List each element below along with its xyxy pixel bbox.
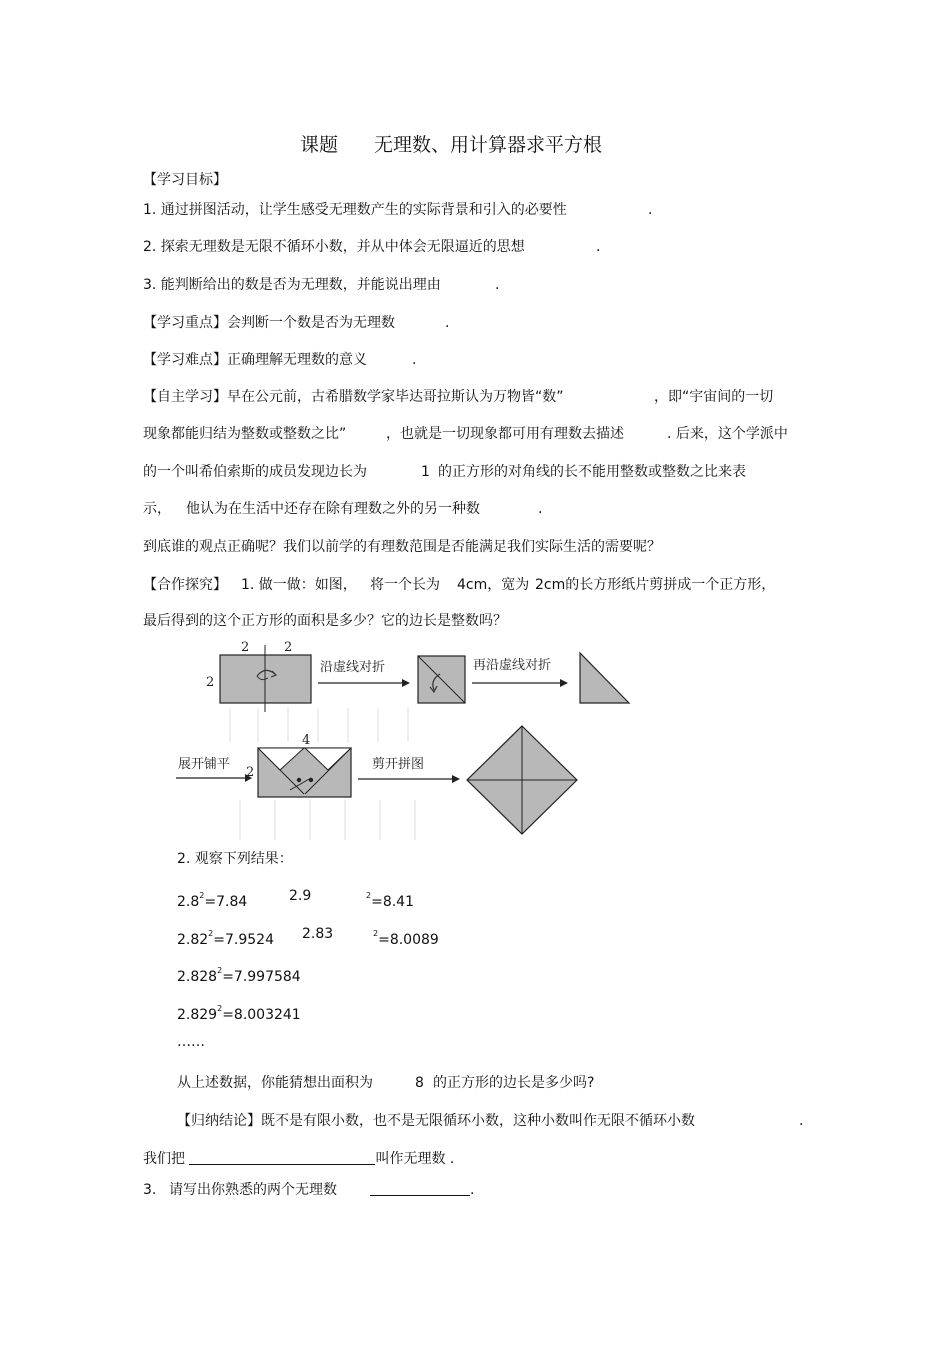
dim-label-side: 2	[246, 765, 255, 780]
observe-question-c: 的正方形的边长是多少吗?	[433, 1075, 595, 1091]
dim-label-left: 2	[206, 675, 215, 690]
objective-2-end: .	[596, 239, 601, 255]
explore-text-1a: 1. 做一做：如图，	[241, 577, 357, 593]
self-study-text-1b: ，即“宇宙间的一切	[654, 389, 774, 405]
self-study-text-3c: 的正方形的对角线的长不能用整数或整数之比来表	[438, 464, 746, 480]
exercise-text: 请写出你熟悉的两个无理数	[169, 1182, 337, 1198]
observe-question-b: 8	[415, 1075, 424, 1091]
conclusion-label: 【归纳结论】	[177, 1113, 261, 1129]
explore-text-1b: 将一个长为	[370, 577, 440, 593]
conclusion-text: 既不是有限小数，也不是无限循环小数，这种小数叫作无限不循环小数	[261, 1113, 695, 1129]
self-study-question: 到底谁的观点正确呢？我们以前学的有理数范围是否能满足我们实际生活的需要呢？	[143, 539, 661, 555]
self-study-text-3a: 的一个叫希伯索斯的成员发现边长为	[143, 464, 367, 480]
observe-heading: 2. 观察下列结果：	[177, 851, 293, 867]
self-study-text-4b: 他认为在生活中还存在除有理数之外的另一种数	[186, 501, 480, 517]
dim-label-top-right: 2	[284, 640, 293, 655]
difficulty-end: .	[412, 352, 417, 368]
conclusion-line-2: 我们把 叫作无理数 .	[143, 1151, 455, 1167]
exercise-num: 3.	[143, 1182, 157, 1198]
dim-label-top-left: 2	[241, 640, 250, 655]
objectives-heading: 【学习目标】	[143, 172, 227, 188]
difficulty-text: 正确理解无理数的意义	[227, 352, 367, 368]
arrow-icon	[560, 679, 568, 687]
key-point-label: 【学习重点】	[143, 315, 227, 331]
title-prefix: 课题	[300, 134, 339, 156]
step-label-fold-again: 再沿虚线对折	[473, 658, 552, 673]
result-2-829: $2.829^2=8.003241$	[177, 1004, 301, 1023]
exercise-line: .	[370, 1181, 474, 1199]
result-2-828: $2.828^2=7.997584$	[177, 966, 301, 985]
objective-3: 3. 能判断给出的数是否为无理数，并能说出理由	[143, 277, 441, 293]
answer-blank-2[interactable]	[370, 1181, 470, 1196]
arrow-icon	[402, 679, 410, 687]
self-study-text-2c: . 后来，这个学派中	[667, 426, 788, 442]
key-point-text: 会判断一个数是否为无理数	[227, 315, 395, 331]
objective-1: 1. 通过拼图活动，让学生感受无理数产生的实际背景和引入的必要性	[143, 202, 567, 218]
result-2-82: $2.82^2=7.9524$	[177, 929, 274, 948]
conclusion-line-1	[177, 1112, 695, 1130]
conclusion-end: .	[799, 1113, 804, 1129]
explore-text-1d: 2cm的长方形纸片剪拼成一个正方形，	[535, 577, 776, 593]
result-2-83: $^2$=8.0089	[373, 929, 439, 948]
result-2-8: $2.8^2=7.84$	[177, 891, 248, 910]
result-2-83-base: 2.83	[302, 926, 334, 942]
observe-question-a: 从上述数据，你能猜想出面积为	[177, 1075, 373, 1091]
result-2-9-base: 2.9	[289, 888, 312, 904]
result-2-9: $^2$=8.41	[366, 891, 414, 910]
self-study-text-2a: 现象都能归结为整数或整数之比”	[143, 426, 347, 442]
step-label-fold: 沿虚线对折	[320, 660, 386, 675]
title-main: 无理数、用计算器求平方根	[374, 134, 603, 156]
self-study-text-1a: 早在公元前，古希腊数学家毕达哥拉斯认为万物皆“数”	[227, 389, 564, 405]
arrow-icon	[452, 775, 460, 783]
self-study-text-4a: 示，	[143, 501, 171, 517]
dim-label-top: 4	[302, 733, 311, 748]
self-study-text-2b: ，也就是一切现象都可用有理数去描述	[386, 426, 624, 442]
objective-1-end: .	[648, 202, 653, 218]
self-study-text-3b: 1	[421, 464, 430, 480]
objective-2: 2. 探索无理数是无限不循环小数，并从中体会无限逼近的思想	[143, 239, 525, 255]
self-study-label: 【自主学习】	[143, 389, 227, 405]
step-label-unfold: 展开铺平	[178, 757, 231, 772]
answer-blank-1[interactable]	[189, 1150, 375, 1165]
step-label-cut: 剪开拼图	[372, 757, 425, 772]
folded-triangle	[580, 653, 629, 703]
self-study-text-4c: .	[538, 501, 543, 517]
key-point-end: .	[445, 315, 450, 331]
explore-text-1c: 4cm，宽为	[457, 577, 530, 593]
difficulty-label: 【学习难点】	[143, 352, 227, 368]
explore-label: 【合作探究】	[143, 577, 227, 593]
explore-text-2: 最后得到的这个正方形的面积是多少？它的边长是整数吗？	[143, 613, 507, 629]
ellipsis: ……	[177, 1034, 205, 1050]
objective-3-end: .	[495, 277, 500, 293]
